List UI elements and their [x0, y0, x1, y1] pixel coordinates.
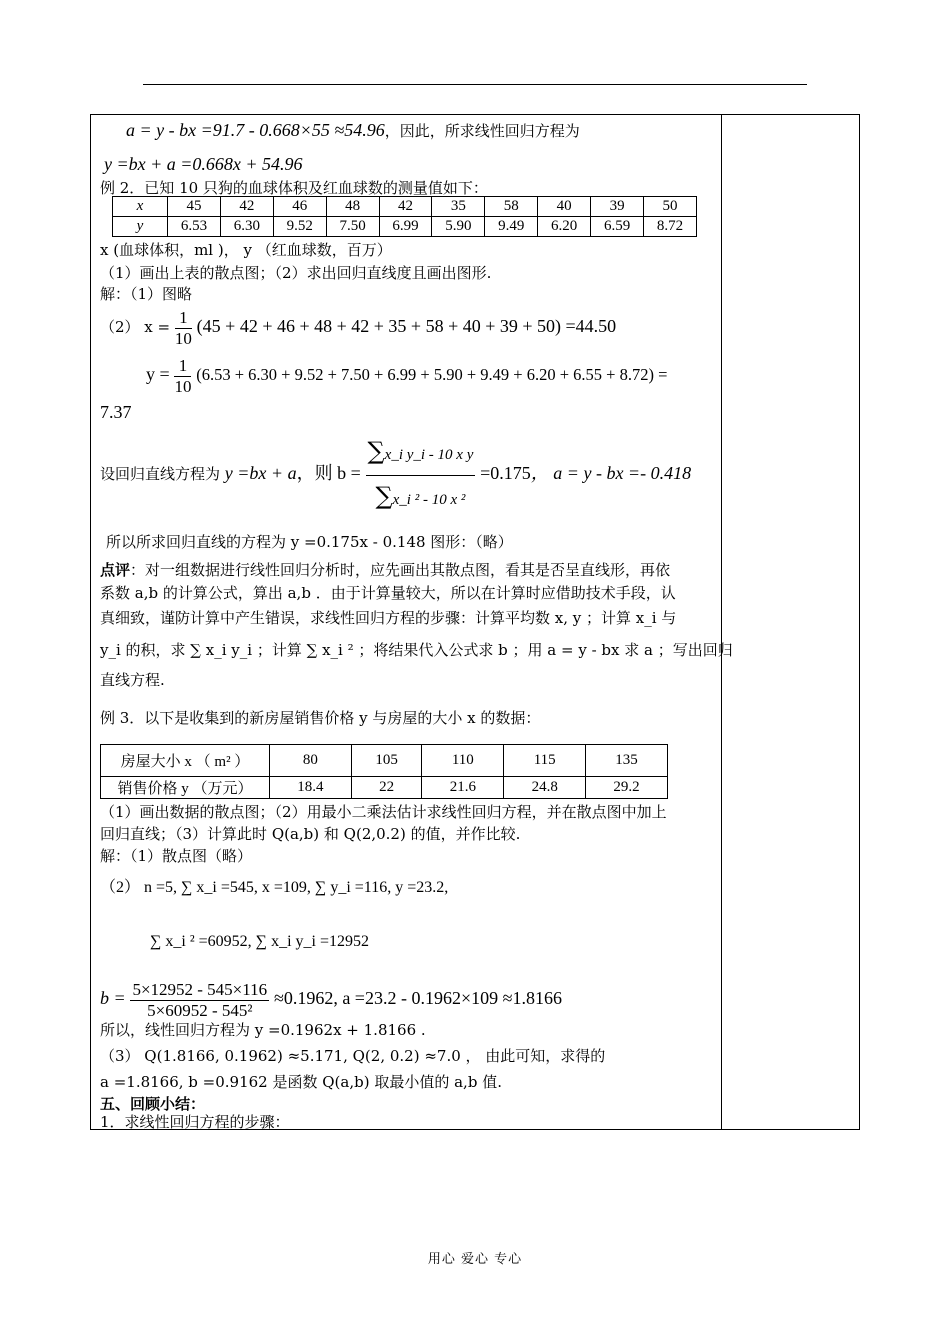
fraction-one-tenth — [175, 308, 192, 349]
table-cell: 50 — [644, 197, 697, 217]
xbar-expression: (45 + 42 + 46 + 48 + 42 + 35 + 58 + 40 + 39 + 50) =44.50 — [196, 316, 617, 336]
regression-prefix: 设回归直线方程为 — [100, 465, 221, 483]
example-3-solution-1: 解：（1）散点图（略） — [100, 847, 253, 865]
table-cell: 22 — [351, 777, 422, 799]
comment-line-4: y_i 的积，求 ∑ x_i y_i ；计算 ∑ x_i ² ；将结果代入公式求 b ；用 a = y - bx 求 a ；写出回归 — [100, 641, 733, 659]
ex3-b-fraction — [130, 980, 269, 1021]
table-cell: 48 — [326, 197, 379, 217]
table-cell: 45 — [168, 197, 221, 217]
formula-a-tail: ，因此，所求线性回归方程为 — [384, 122, 580, 140]
regression-then: ，则 b = — [296, 463, 361, 483]
review-item-1: 1．求线性回归方程的步骤： — [100, 1113, 290, 1131]
table-cell: 29.2 — [586, 777, 668, 799]
example-2-ybar — [146, 354, 667, 397]
regression-eq: y =bx + a — [224, 463, 297, 483]
table-cell: 35 — [432, 197, 485, 217]
comment-line-3: 真细致，谨防计算中产生错误，求线性回归方程的步骤：计算平均数 x, y ；计算 x_i 与 — [100, 609, 677, 627]
table-cell: 40 — [538, 197, 591, 217]
table-cell: 115 — [504, 745, 586, 777]
table-cell: 135 — [586, 745, 668, 777]
page-footer: 用心 爱心 专心 — [427, 1252, 523, 1267]
comment-line-5: 直线方程. — [100, 671, 165, 689]
table-row-x — [113, 197, 697, 217]
ybar-prefix: y = — [146, 364, 170, 384]
table-cell: 8.72 — [644, 217, 697, 237]
review-title: 五、回顾小结： — [100, 1095, 206, 1113]
b-value: =0.175 — [480, 463, 531, 483]
b-numerator-text: x_i y_i - 10 x y — [384, 446, 474, 463]
ex3-b-tail: ≈0.1962, a =23.2 - 0.1962×109 ≈1.8166 — [273, 988, 562, 1008]
example-3-title: 例 3．以下是收集到的新房屋销售价格 y 与房屋的大小 x 的数据： — [100, 709, 541, 727]
table-cell: 46 — [273, 197, 326, 217]
example-3-solution-3-line-1: （3） Q(1.8166, 0.1962) ≈5.171, Q(2, 0.2) ≈7.0 ， 由此可知，求得的 — [100, 1047, 606, 1065]
ybar-expression: (6.53 + 6.30 + 9.52 + 7.50 + 6.99 + 5.90 + 9.49 + 6.20 + 6.55 + 8.72) = — [196, 365, 668, 384]
table-cell: 9.49 — [485, 217, 538, 237]
table-cell: 6.99 — [379, 217, 432, 237]
fraction-denominator: 10 — [174, 328, 192, 348]
formula-a: a = y - bx =91.7 - 0.668×55 ≈54.96 — [126, 120, 385, 140]
table-cell: 18.4 — [270, 777, 352, 799]
line-a-formula — [126, 120, 580, 141]
fraction-numerator: 1 — [174, 356, 191, 377]
table-cell: 58 — [485, 197, 538, 217]
table-row-price — [101, 777, 668, 799]
b-prefix: b = — [100, 988, 126, 1008]
xbar-prefix: （2） x = — [100, 318, 171, 336]
table-cell: x — [113, 197, 168, 217]
b-numerator — [366, 431, 476, 476]
example-3-solution-2-line-1: （2） n =5, ∑ x_i =545, x =109, ∑ y_i =116, y =23.2, — [100, 879, 449, 896]
example-2-title: 例 2．已知 10 只狗的血球体积及红血球数的测量值如下： — [100, 179, 488, 197]
example-3-solution-2-line-2: ∑ x_i ² =60952, ∑ x_i y_i =12952 — [150, 933, 369, 950]
table-cell: 39 — [591, 197, 644, 217]
table-cell: 24.8 — [504, 777, 586, 799]
example-2-xbar — [100, 306, 616, 349]
example-2-result: 所以所求回归直线的方程为 y =0.175x - 0.148 图形：（略） — [106, 533, 513, 551]
example-3-task-2: 回归直线；（3）计算此时 Q(a,b) 和 Q(2,0.2) 的值，并作比较. — [100, 825, 521, 843]
a-value: ， a = y - bx =- 0.418 — [530, 463, 692, 483]
table-cell: 5.90 — [432, 217, 485, 237]
sum-symbol-icon: ∑ — [367, 436, 385, 465]
example-3-task-1: （1）画出数据的散点图；（2）用最小二乘法估计求线性回归方程，并在散点图中加上 — [100, 803, 667, 821]
table-cell: 105 — [351, 745, 422, 777]
example-3-result: 所以，线性回归方程为 y =0.1962x + 1.8166 . — [100, 1021, 426, 1039]
example-2-vars: x (血球体积，ml )， y （红血球数，百万） — [100, 241, 392, 259]
example-2-regression — [100, 428, 691, 520]
b-denominator-text: x_i ² - 10 x ² — [392, 491, 466, 508]
ex3-b-denominator: 5×60952 - 545² — [147, 1000, 253, 1020]
table-row-size — [101, 745, 668, 777]
example-2-solution-1: 解：（1）图略 — [100, 285, 193, 303]
sum-symbol-icon: ∑ — [375, 481, 393, 510]
table-row-y — [113, 217, 697, 237]
table-header-size: 房屋大小 x （ m² ） — [101, 745, 270, 777]
table-cell: 6.59 — [591, 217, 644, 237]
line-yhat-formula — [104, 154, 303, 175]
table-cell: 42 — [220, 197, 273, 217]
header-rule — [143, 84, 807, 85]
comment-line-1 — [100, 560, 670, 580]
example-3-table — [100, 744, 668, 799]
table-cell: 6.20 — [538, 217, 591, 237]
ex3-b-numerator: 5×12952 - 545×116 — [132, 979, 268, 999]
table-header-price: 销售价格 y （万元） — [101, 777, 270, 799]
table-cell: 6.53 — [168, 217, 221, 237]
table-cell: 7.50 — [326, 217, 379, 237]
example-2-table — [112, 196, 697, 237]
fraction-numerator: 1 — [175, 308, 192, 329]
table-cell: y — [113, 217, 168, 237]
comment-label: 点评 — [100, 561, 131, 579]
b-fraction — [366, 431, 476, 520]
fraction-denominator: 10 — [174, 376, 192, 396]
example-2-ybar-value: 7.37 — [100, 402, 132, 422]
fraction-one-tenth-2 — [174, 356, 191, 397]
table-cell: 9.52 — [273, 217, 326, 237]
table-cell: 42 — [379, 197, 432, 217]
table-cell: 110 — [422, 745, 504, 777]
comment-text-1: ：对一组数据进行线性回归分析时，应先画出其散点图，看其是否呈直线形，再依 — [130, 561, 671, 579]
example-3-solution-3-line-2: a =1.8166, b =0.9162 是函数 Q(a,b) 取最小值的 a,b 值. — [100, 1073, 502, 1091]
comment-line-2: 系数 a,b 的计算公式，算出 a,b ．由于计算量较大，所以在计算时应借助技术手段，认 — [100, 584, 676, 602]
table-cell: 21.6 — [422, 777, 504, 799]
column-divider — [721, 114, 722, 1130]
b-denominator — [366, 476, 476, 520]
example-2-tasks: （1）画出上表的散点图；（2）求出回归直线度且画出图形. — [100, 264, 492, 282]
formula-yhat: y =bx + a =0.668x + 54.96 — [104, 154, 303, 174]
table-cell: 6.30 — [220, 217, 273, 237]
table-cell: 80 — [270, 745, 352, 777]
